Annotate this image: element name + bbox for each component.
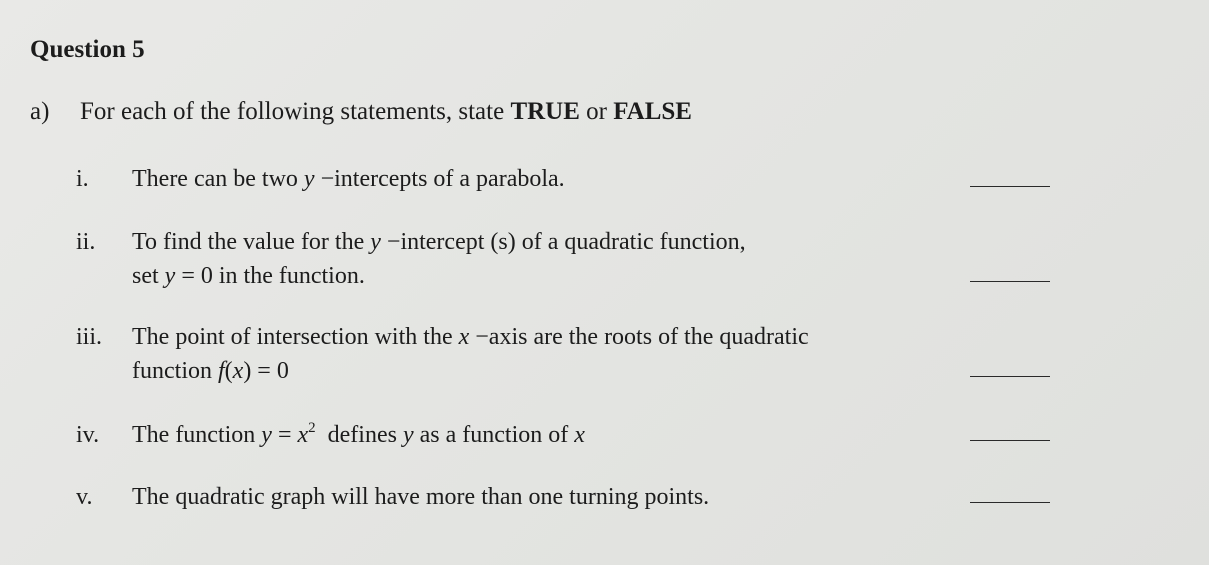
statement-line-1: The quadratic graph will have more than one turning points.	[132, 484, 710, 510]
true-word: TRUE	[510, 98, 580, 125]
statement-text	[132, 225, 992, 293]
statement-line-2: function f(x) = 0	[132, 358, 289, 384]
or-word: or	[579, 98, 614, 125]
statement-numeral: iv.	[76, 422, 100, 448]
answer-blank[interactable]	[970, 440, 1050, 441]
statement-text	[132, 480, 992, 514]
statement-line-1: To find the value for the y −intercept (s) of a quadratic function,	[132, 229, 746, 255]
statement-text	[132, 162, 992, 196]
statement-numeral: iii.	[76, 324, 103, 350]
part-a-label: a)	[30, 98, 50, 125]
statement-line-1: The point of intersection with the x −axis are the roots of the quadratic	[132, 324, 809, 350]
statement-numeral: v.	[76, 484, 93, 510]
answer-blank[interactable]	[970, 186, 1050, 187]
answer-blank[interactable]	[970, 502, 1050, 503]
statement-numeral: ii.	[76, 229, 96, 255]
statement-line-1: There can be two y −intercepts of a parabola.	[132, 166, 565, 192]
answer-blank[interactable]	[970, 281, 1050, 282]
false-word: FALSE	[613, 98, 692, 125]
statement-numeral: i.	[76, 166, 89, 192]
statement-line-2: set y = 0 in the function.	[132, 263, 365, 289]
statement-text	[132, 320, 992, 388]
answer-blank[interactable]	[970, 376, 1050, 377]
statement-text	[132, 418, 992, 452]
part-a-instruction	[80, 98, 692, 126]
instruction-prefix: For each of the following statements, state	[80, 98, 511, 125]
statement-line-1: The function $y = x^2$ defines y as a function of x	[132, 420, 585, 448]
question-title: Question 5	[30, 36, 145, 63]
